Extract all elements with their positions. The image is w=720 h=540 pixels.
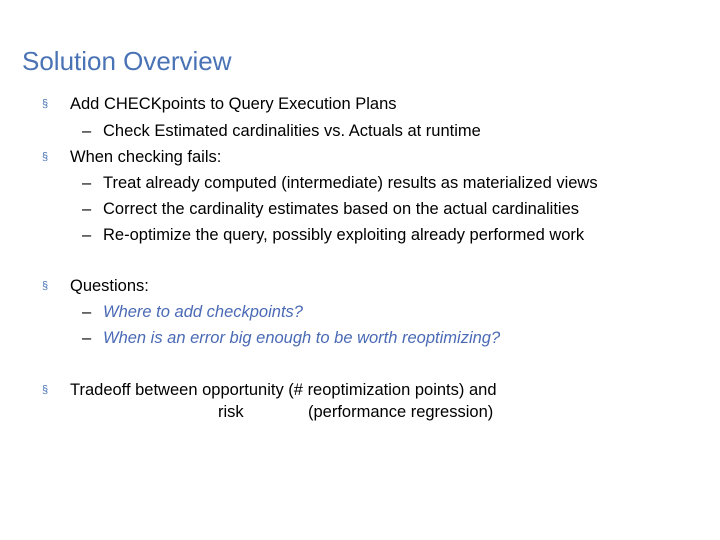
question-error-threshold: When is an error big enough to be worth reoptimizing? <box>103 329 501 347</box>
bullet-marker: § <box>42 151 49 163</box>
tradeoff-risk-description: (performance regression) <box>308 403 494 421</box>
bullet-marker: § <box>42 280 49 292</box>
sub-bullet-marker: – <box>82 303 92 321</box>
sub-bullet-text-correct-estimates: Correct the cardinality estimates based on the actual cardinalities <box>103 200 579 218</box>
sub-bullet-marker: – <box>82 329 92 347</box>
bullet-marker: § <box>42 98 49 110</box>
bullet-text-add-checkpoints: Add CHECKpoints to Query Execution Plans <box>70 95 397 113</box>
bullet-text-questions: Questions: <box>70 277 149 295</box>
question-where-checkpoints: Where to add checkpoints? <box>103 303 303 321</box>
sub-bullet-marker: – <box>82 200 92 218</box>
tradeoff-risk-label: risk <box>218 403 244 421</box>
bullet-marker: § <box>42 384 49 396</box>
sub-bullet-marker: – <box>82 174 92 192</box>
sub-bullet-marker: – <box>82 226 92 244</box>
bullet-text-tradeoff: Tradeoff between opportunity (# reoptimization points) and <box>70 381 497 399</box>
sub-bullet-text-check-estimated: Check Estimated cardinalities vs. Actuals at runtime <box>103 122 481 140</box>
sub-bullet-text-treat-results: Treat already computed (intermediate) results as materialized views <box>103 174 598 192</box>
sub-bullet-text-reoptimize: Re-optimize the query, possibly exploiting already performed work <box>103 226 585 244</box>
sub-bullet-marker: – <box>82 122 92 140</box>
bullet-text-when-checking-fails: When checking fails: <box>70 148 222 166</box>
slide-title: Solution Overview <box>22 46 232 76</box>
